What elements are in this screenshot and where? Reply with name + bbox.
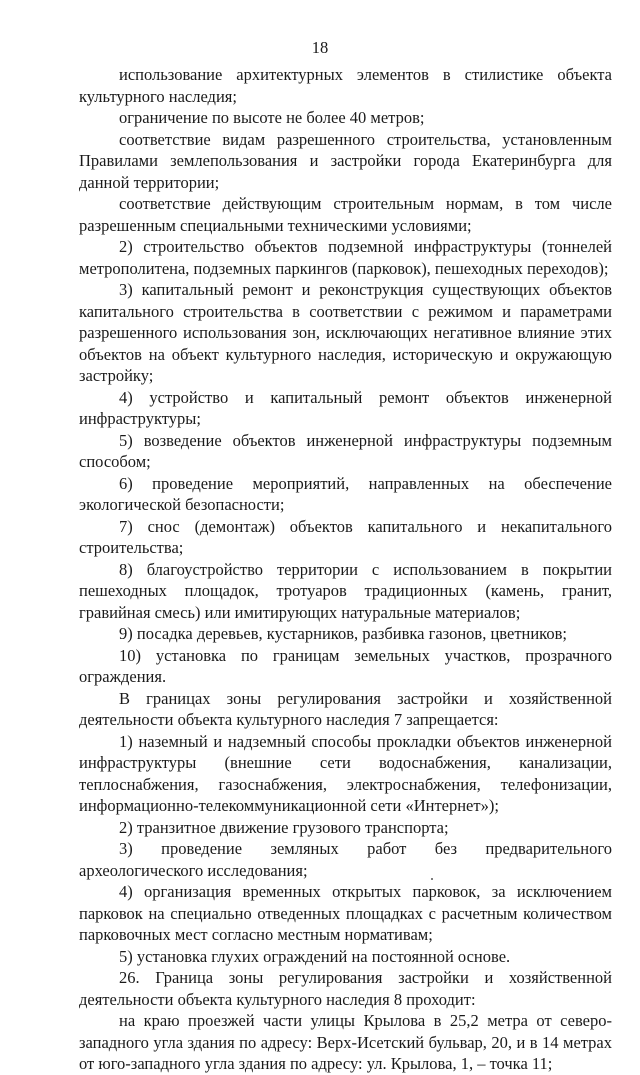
paragraph: соответствие видам разрешенного строительства, установленным Правилами землепользования и застройки города Екатеринбурга для данной территории;: [79, 129, 612, 192]
paragraph: соответствие действующим строительным нормам, в том числе разрешенным специальными техническими условиями;: [79, 194, 612, 235]
list-item: 5) установка глухих ограждений на постоянной основе.: [119, 946, 511, 966]
paragraph: В границах зоны регулирования застройки и хозяйственной деятельности объекта культурного наследия 7 запрещается:: [79, 688, 612, 729]
list-item: 2) строительство объектов подземной инфраструктуры (тоннелей метрополитена, подземных паркингов (парковок), пешеходных переходов);: [79, 237, 612, 278]
list-item: 4) организация временных открытых парковок, за исключением парковок на специально отведенных площадках с расчетным количеством парковочных мест согласно местным нормативам;: [79, 882, 612, 944]
list-item: 7) снос (демонтаж) объектов капитального и некапитального строительства;: [79, 516, 612, 557]
list-item: 10) установка по границам земельных участков, прозрачного ограждения.: [79, 645, 612, 686]
list-item: 2) транзитное движение грузового транспорта;: [119, 817, 449, 837]
paragraph: 26. Граница зоны регулирования застройки и хозяйственной деятельности объекта культурного наследия 8 проходит:: [79, 968, 612, 1009]
list-item: 6) проведение мероприятий, направленных на обеспечение экологической безопасности;: [79, 473, 612, 514]
document-body: [79, 64, 612, 1075]
list-item: 5) возведение объектов инженерной инфраструктуры подземным способом;: [79, 430, 612, 471]
list-item: 8) благоустройство территории с использованием в покрытии пешеходных площадок, тротуаров традиционных (камень, гранит, гравийная смесь) или имитирующих натуральные материалов;: [79, 559, 612, 622]
list-item: 1) наземный и надземный способы прокладки объектов инженерной инфраструктуры (внешние сети водоснабжения, канализации, теплоснабжения, газоснабжения, электроснабжения, телефонизации, информационно-телекоммуникационной сети «Интернет»);: [79, 731, 612, 815]
paragraph: на краю проезжей части улицы Крылова в 25,2 метра от северо-западного угла здания по адресу: Верх-Исетский бульвар, 20, и в 14 метрах от юго-западного угла здания по адресу: ул. Крылова, 1, – точка 11;: [79, 1011, 612, 1073]
paragraph: ограничение по высоте не более 40 метров;: [119, 108, 425, 127]
list-item: 9) посадка деревьев, кустарников, разбивка газонов, цветников;: [119, 624, 567, 643]
list-item: 4) устройство и капитальный ремонт объектов инженерной инфраструктуры;: [79, 387, 612, 428]
list-item: 3) проведение земляных работ без предварительного археологического исследования;: [79, 839, 612, 880]
list-item: 3) капитальный ремонт и реконструкция существующих объектов капитального строительства в соответствии с режимом и параметрами разрешенного использования зон, исключающих негативное влияние этих объектов на объект культурного наследия, историческую и окружающую застройку;: [79, 280, 612, 385]
paragraph: использование архитектурных элементов в стилистике объекта культурного наследия;: [79, 65, 612, 106]
scan-speck: [431, 878, 433, 880]
page-number: 18: [311, 38, 329, 57]
